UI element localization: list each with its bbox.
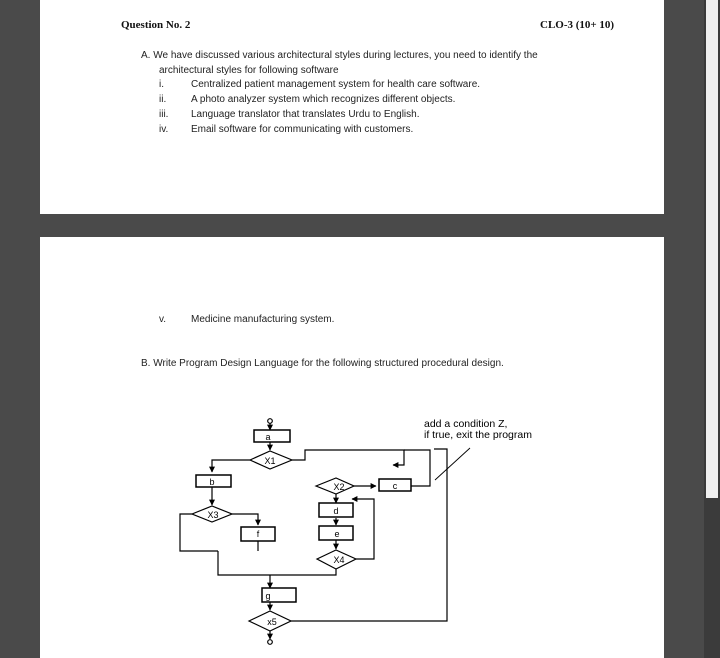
label-c: c [392, 481, 398, 491]
label-a: a [265, 432, 271, 442]
label-d: d [333, 506, 339, 516]
item-number: ii. [159, 94, 167, 105]
vertical-scrollbar[interactable] [704, 0, 720, 658]
flowchart [40, 237, 664, 658]
part-a-intro: A. We have discussed various architectural styles during lectures, you need to identify the [141, 50, 538, 61]
scrollbar-thumb[interactable] [706, 0, 718, 498]
label-x4: X4 [333, 555, 345, 565]
item-number: iii. [159, 109, 169, 120]
label-x3: X3 [207, 510, 219, 520]
label-x1: X1 [264, 456, 276, 466]
question-title: Question No. 2 [121, 19, 191, 31]
label-g: g [265, 591, 271, 601]
end-terminal [268, 640, 273, 645]
label-f: f [256, 529, 260, 539]
label-e: e [334, 529, 340, 539]
item-text: Medicine manufacturing system. [191, 314, 335, 325]
part-a-intro-cont: architectural styles for following software [159, 65, 339, 76]
clo-label: CLO-3 (10+ 10) [540, 19, 615, 31]
label-x2: X2 [333, 482, 345, 492]
start-terminal [268, 419, 273, 424]
document-page-1 [40, 0, 664, 214]
item-number: iv. [159, 124, 169, 135]
item-text: Email software for communicating with customers. [191, 124, 414, 135]
item-text: Language translator that translates Urdu to English. [191, 109, 420, 120]
process-a [254, 430, 290, 442]
item-text: A photo analyzer system which recognizes different objects. [191, 94, 456, 105]
item-number: i. [159, 79, 164, 90]
document-page-2 [40, 237, 664, 658]
part-b-text: B. Write Program Design Language for the following structured procedural design. [141, 358, 504, 369]
label-b: b [209, 477, 215, 487]
label-x5: x5 [267, 617, 277, 627]
annotation-line-2: if true, exit the program [424, 429, 532, 441]
item-text: Centralized patient management system for health care software. [191, 79, 481, 90]
annotation-line-1: add a condition Z, [424, 418, 508, 430]
item-number: v. [159, 314, 167, 325]
